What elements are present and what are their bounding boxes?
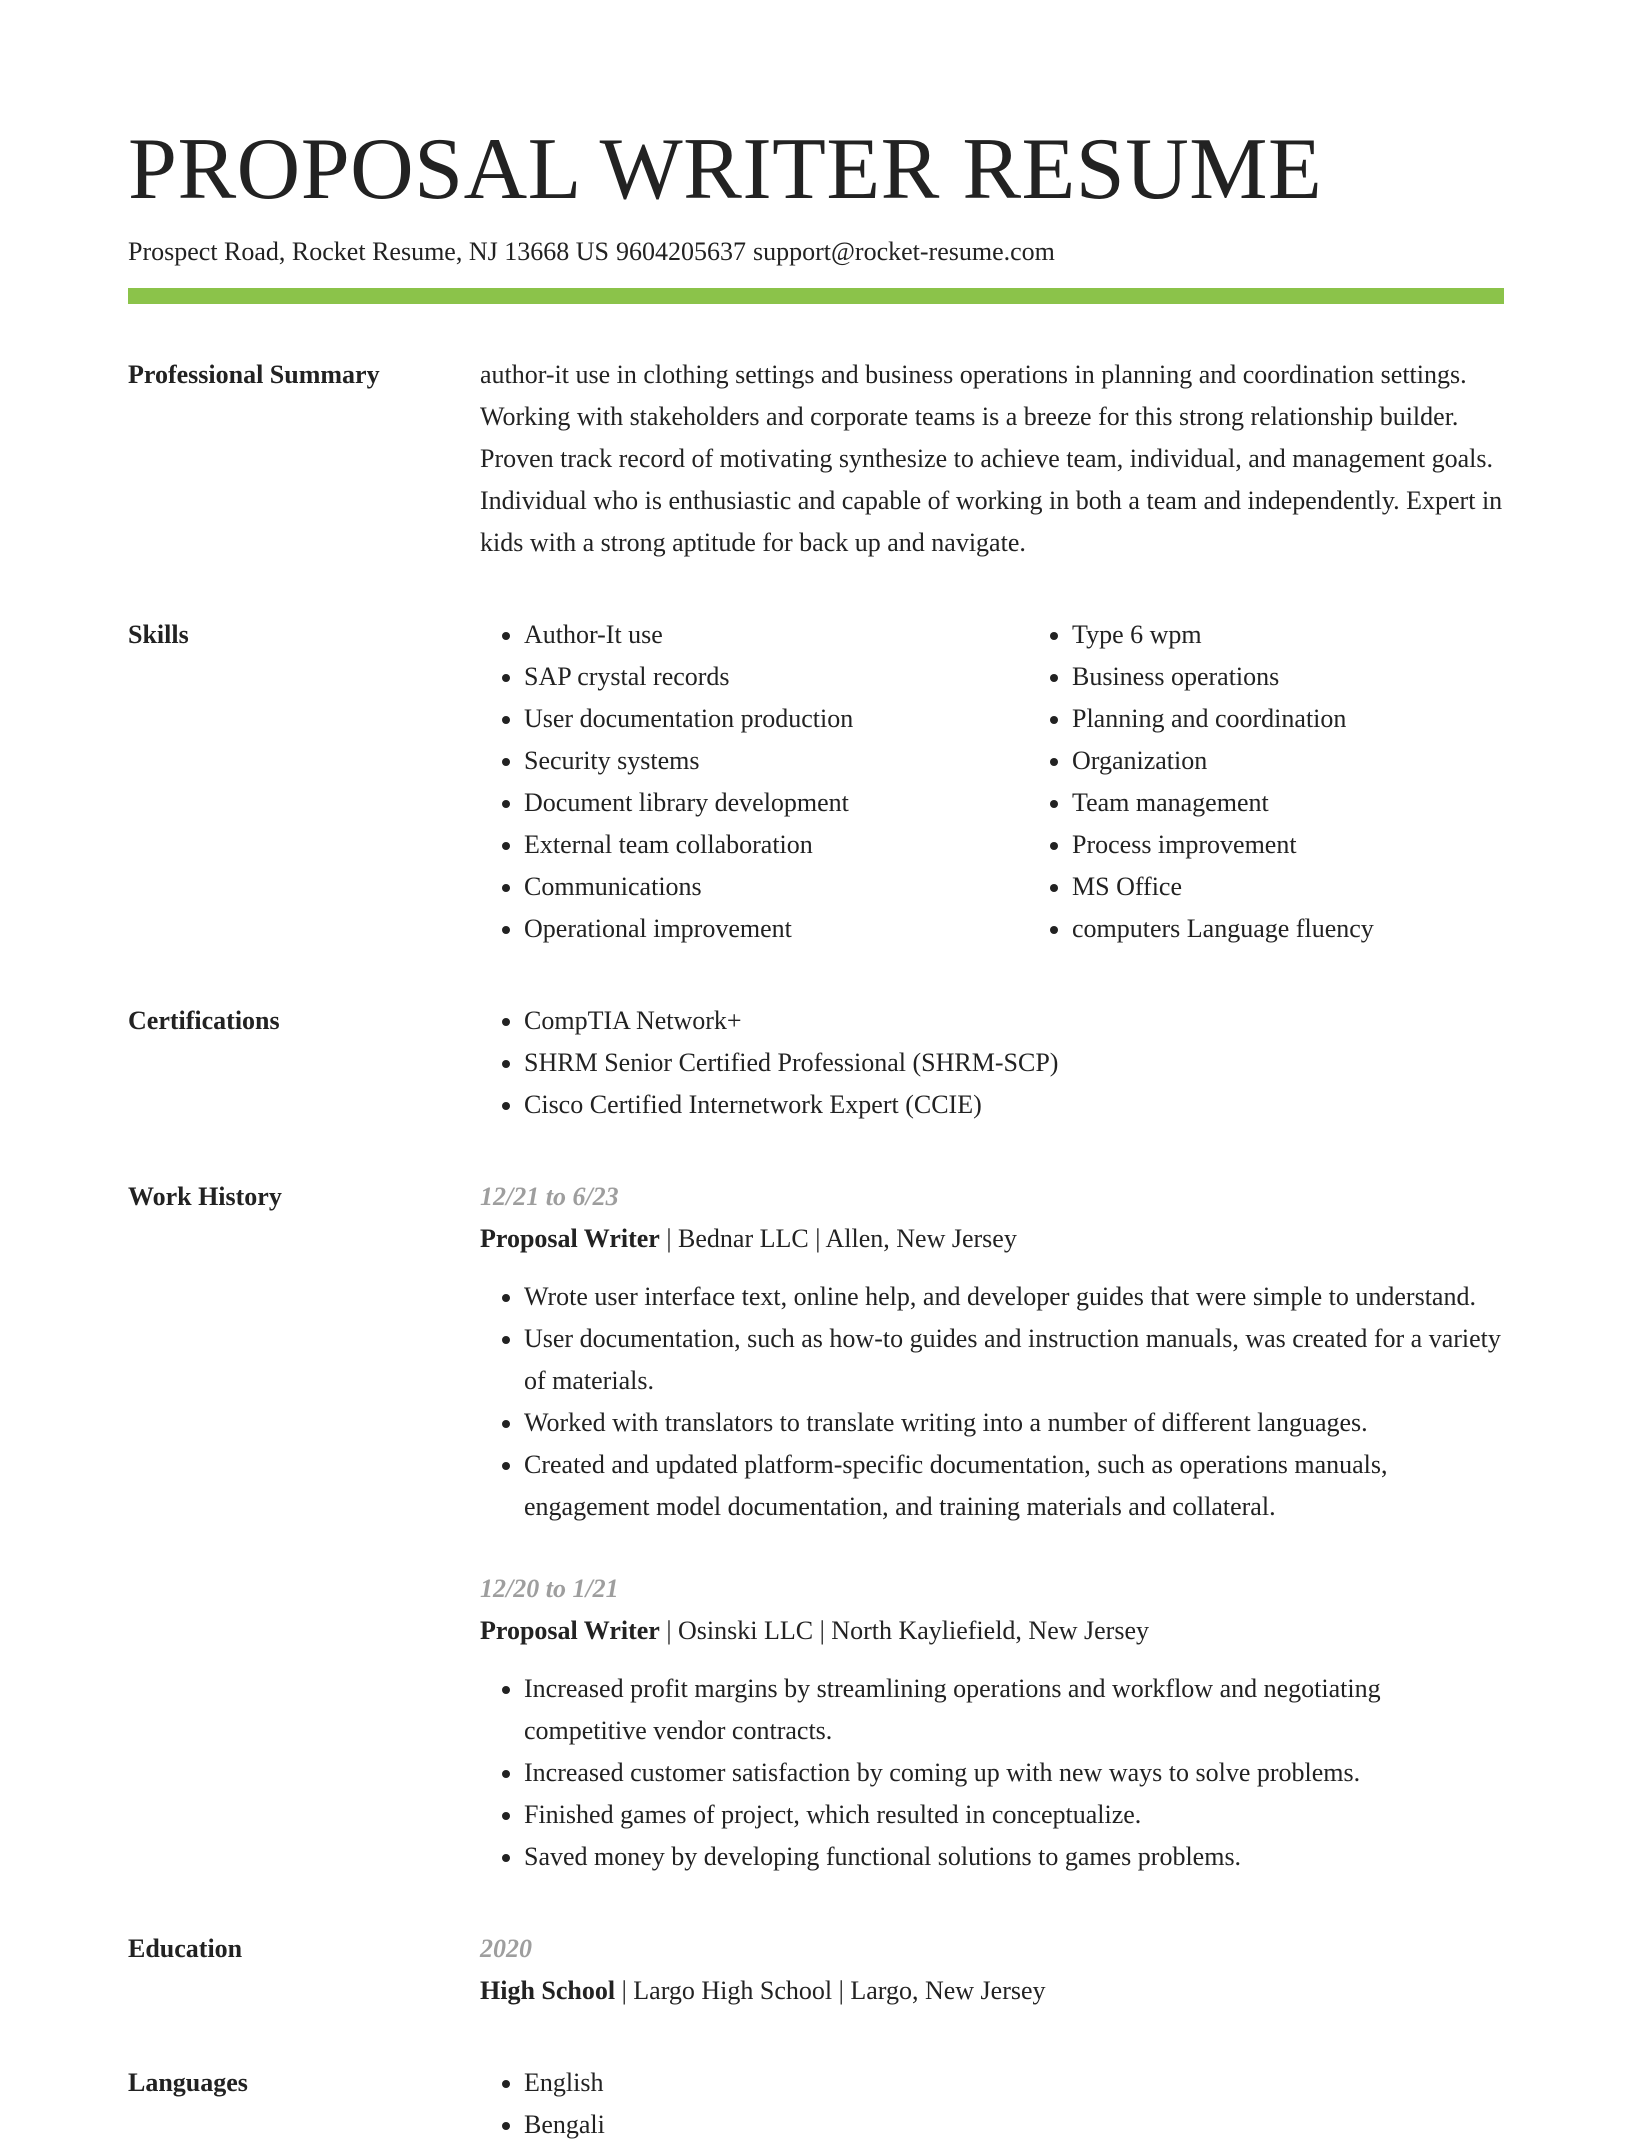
job-bullet: • Created and updated platform-specific documentation, such as operations manuals, engagement model documentation, and training materials and collateral. [524,1444,1504,1528]
resume-title: PROPOSAL WRITER RESUME [128,121,1323,218]
skill-item: • External team collaboration [524,824,1028,866]
language-item: • Bengali [524,2104,1504,2146]
languages-section [128,2062,1504,2146]
job-details: | Bednar LLC | Allen, New Jersey [659,1224,1017,1253]
contact-email: support@rocket-resume.com [752,237,1055,266]
work-history-section [128,1176,1504,1878]
education-date: 2020 [480,1934,532,1963]
skills-section [128,614,1504,950]
job-bullet: • Saved money by developing functional solutions to games problems. [524,1836,1504,1878]
job-bullets [480,1668,1504,1878]
job-bullet: • User documentation, such as how-to guides and instruction manuals, was created for a variety of materials. [524,1318,1504,1402]
skills-list-right [1028,614,1576,950]
header-divider [128,288,1504,304]
job-bullet: • Worked with translators to translate writing into a number of different languages. [524,1402,1504,1444]
contact-line [128,234,1504,270]
summary-section [128,354,1504,564]
job-bullets [480,1276,1504,1528]
skill-item: • Business operations [1072,656,1576,698]
skills-list-left [480,614,1028,950]
skill-item: • Document library development [524,782,1028,824]
section-heading-education: Education [128,1934,243,1963]
job-bullet: • Increased profit margins by streamlining operations and workflow and negotiating competitive vendor contracts. [524,1668,1504,1752]
job-bullet: • Wrote user interface text, online help, and developer guides that were simple to understand. [524,1276,1504,1318]
job-title: Proposal Writer [480,1224,660,1253]
education-degree: High School [480,1976,616,2005]
section-heading-summary: Professional Summary [128,360,380,389]
summary-text: author-it use in clothing settings and business operations in planning and coordination settings. Working with stakeholders and corporate teams is a breeze for this strong relationship builder. Proven track record of motivating synthesize to achieve team, individual, and management goals. Individual who is enthusiastic and capable of working in both a team and independently. Expert in kids with a strong aptitude for back up and navigate. [480,360,1503,557]
skill-item: • computers Language fluency [1072,908,1576,950]
skill-item: • MS Office [1072,866,1576,908]
job-entry [480,1568,1504,1878]
job-entry [480,1176,1504,1528]
contact-phone: 9604205637 [615,237,746,266]
certification-item: • Cisco Certified Internetwork Expert (CCIE) [524,1084,1504,1126]
job-bullet: • Finished games of project, which resulted in conceptualize. [524,1794,1504,1836]
education-details: | Largo High School | Largo, New Jersey [615,1976,1046,2005]
job-date: 12/21 to 6/23 [480,1182,619,1211]
section-heading-languages: Languages [128,2068,248,2097]
skill-item: • Security systems [524,740,1028,782]
skill-item: • Planning and coordination [1072,698,1576,740]
languages-list [480,2062,1504,2146]
skill-item: • User documentation production [524,698,1028,740]
job-details: | Osinski LLC | North Kayliefield, New Jersey [659,1616,1149,1645]
job-role-line [480,1218,1504,1260]
skill-item: • Team management [1072,782,1576,824]
section-heading-skills: Skills [128,620,189,649]
skill-item: • Process improvement [1072,824,1576,866]
section-heading-work-history: Work History [128,1182,282,1211]
certifications-section [128,1000,1504,1126]
job-date: 12/20 to 1/21 [480,1574,619,1603]
job-title: Proposal Writer [480,1616,660,1645]
job-role-line [480,1610,1504,1652]
skill-item: • SAP crystal records [524,656,1028,698]
skill-item: • Operational improvement [524,908,1028,950]
section-heading-certifications: Certifications [128,1006,280,1035]
skill-item: • Organization [1072,740,1576,782]
job-bullet: • Increased customer satisfaction by coming up with new ways to solve problems. [524,1752,1504,1794]
skill-item: • Author-It use [524,614,1028,656]
certifications-list [480,1000,1504,1126]
language-item: • English [524,2062,1504,2104]
education-section [128,1928,1504,2012]
certification-item: • SHRM Senior Certified Professional (SHRM-SCP) [524,1042,1504,1084]
certification-item: • CompTIA Network+ [524,1000,1504,1042]
skill-item: • Communications [524,866,1028,908]
skill-item: • Type 6 wpm [1072,614,1576,656]
education-line [480,1970,1504,2012]
contact-address: Prospect Road, Rocket Resume, NJ 13668 US [128,237,609,266]
